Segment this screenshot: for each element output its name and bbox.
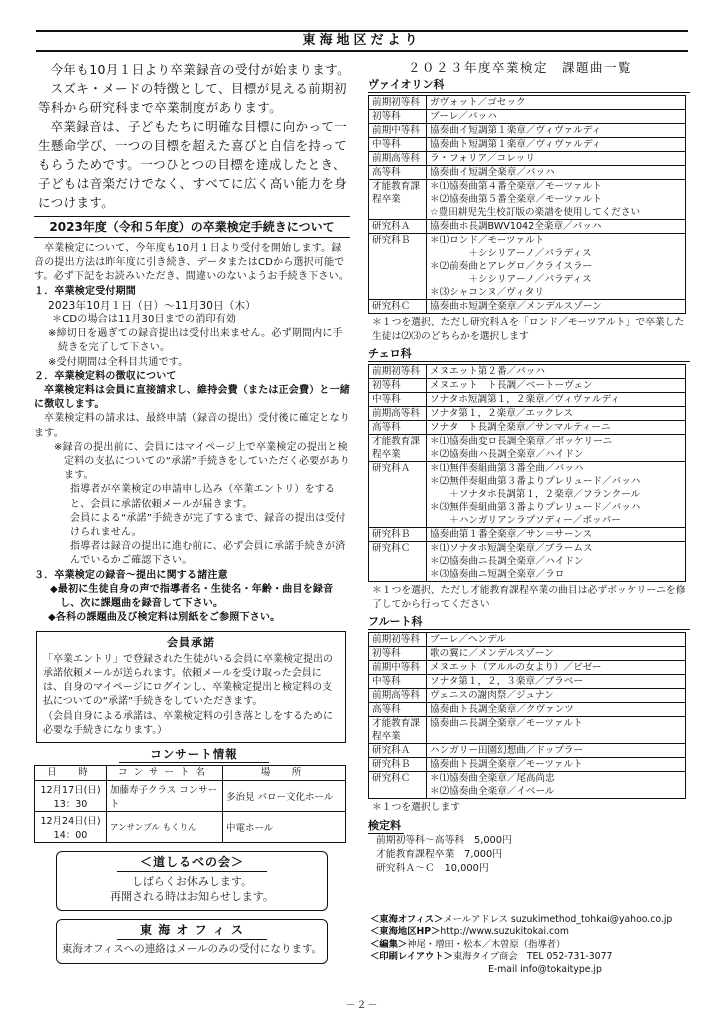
- consent-requirement: ※録音の提出前に、会員にはマイページ上で卒業検定の提出と検定料の支払についての“承諾”手続きをしていただく必要があります。: [54, 441, 350, 482]
- piece-title: 協奏曲ト短調第１楽章／ヴィヴァルディ: [427, 138, 686, 152]
- office-box: [56, 919, 328, 964]
- fee-line: 研究科Ａ～Ｃ 10,000円: [376, 863, 489, 874]
- repertoire-row: [369, 675, 686, 689]
- concert-title: コンサート情報: [119, 747, 269, 763]
- concert-header-place: 場 所: [223, 765, 346, 780]
- course-level: 中等科: [369, 393, 427, 407]
- fee-confirm-text: 卒業検定料の請求は、最終申請（録音の提出）受付後に確定となります。: [34, 413, 350, 439]
- course-level: 前期中等科: [369, 124, 427, 138]
- course-level: 初等科: [369, 110, 427, 124]
- piece-title: 協奏曲ト長調全楽章／クヴァンツ: [427, 703, 686, 717]
- procedure-body: [34, 242, 350, 625]
- repertoire-row: [369, 717, 686, 744]
- piece-title: メヌエット（アルルの女より）／ビゼー: [427, 661, 686, 675]
- office-title: 東 海 オ フ ィ ス: [117, 922, 267, 940]
- repertoire-row: [369, 633, 686, 647]
- concert-place: 中電ホール: [223, 811, 346, 842]
- repertoire-row: [369, 124, 686, 138]
- concert-place: 多治見 バロー文化ホール: [223, 780, 346, 811]
- course-level: 研究科Ｂ: [369, 528, 427, 542]
- course-level: 前期初等科: [369, 365, 427, 379]
- concert-table: [34, 765, 346, 843]
- consent-note: （会員自身による承諾は、卒業検定料の引き落としをするために必要な手続きになります。）: [43, 710, 333, 736]
- piece-title: ブーレ／バッハ: [427, 110, 686, 124]
- piece-title: ソナタ第１，２楽章／エックレス: [427, 407, 686, 421]
- contact-editors: 神尾・増田・松本／木曽原（指導者）: [407, 938, 566, 950]
- procedure-lead: 卒業検定について、今年度も10月１日より受付を開始します。録音の提出方法は昨年度に引き続き、データまたはCDから選択可能です。必ず下記をお読みいただき、間違いのないようお手続き下さい。: [34, 243, 349, 283]
- piece-title: 協奏曲イ短調全楽章／バッハ: [427, 166, 686, 180]
- course-level: 研究科Ａ: [369, 744, 427, 758]
- deadline-note: ※締切日を過ぎての録音提出は受付出来ません。必ず期間内に手続きを完了して下さい。: [48, 328, 343, 354]
- contact-printer: 東海タイプ商会 TEL 052-731-3077: [452, 951, 613, 963]
- fee-collection-text: 卒業検定料は会員に直接請求し、維持会費（または正会費）と一緒に徴収します。: [34, 385, 350, 411]
- repertoire-row: [369, 180, 686, 220]
- repertoire-row: [369, 661, 686, 675]
- cello-note: ＊１つを選択、ただし才能教育課程卒業の曲目は必ずボッケリーニを修了してから行ってください: [372, 585, 686, 610]
- repertoire-row: [369, 647, 686, 661]
- repertoire-title: ２０２３年度卒業検定 課題曲一覧: [408, 60, 633, 75]
- contact-printer-email[interactable]: E-mail info@tokaitype.jp: [488, 963, 602, 975]
- reference-note: ◆各科の課題曲及び検定料は別紙をご参照下さい。: [48, 612, 281, 624]
- course-level: 初等科: [369, 647, 427, 661]
- consent-box: [36, 631, 346, 742]
- page-header: 東海地区だより: [36, 30, 688, 52]
- piece-title: 歌の翼に／メンデルスゾーン: [427, 647, 686, 661]
- consent-body: 「卒業エントリ」で登録された生徒がいる会員に卒業検定提出の承諾依頼メールが送られます。依頼メールを受け取った会員には、自身のマイページにログインし、卒業検定提出と検定料の支払についての“承諾”手続きをしていただきます。: [43, 653, 333, 708]
- repertoire-row: [369, 379, 686, 393]
- piece-title: 協奏曲ニ長調全楽章／モーツァルト: [427, 717, 686, 744]
- course-level: 才能教育課程卒業: [369, 435, 427, 462]
- repertoire-row: [369, 300, 686, 314]
- repertoire-row: [369, 758, 686, 772]
- repertoire-row: [369, 435, 686, 462]
- office-body: 東海オフィスへの連絡はメールのみの受付になります。: [61, 942, 323, 955]
- concert-header-name: コンサート名: [107, 765, 223, 780]
- violin-heading: ヴァイオリン科: [368, 77, 690, 93]
- violin-table: [368, 95, 686, 314]
- consent-complete-note: 会員による“承諾”手続きが完了するまで、録音の提出は受付けられません。: [70, 512, 346, 539]
- piece-title: 協奏曲ホ短調全楽章／メンデルスゾーン: [427, 300, 686, 314]
- repertoire-row: [369, 689, 686, 703]
- course-level: 研究科Ｃ: [369, 772, 427, 799]
- consent-title: 会員承諾: [167, 636, 215, 650]
- flute-note: ＊１つを選択します: [372, 802, 461, 813]
- cello-table: [368, 364, 686, 582]
- repertoire-row: [369, 365, 686, 379]
- course-level: 前期中等科: [369, 661, 427, 675]
- intro-text: [38, 60, 350, 212]
- course-level: 才能教育課程卒業: [369, 180, 427, 220]
- fee-title: 検定料: [368, 817, 404, 834]
- intro-para-1: 今年も10月１日より卒業録音の受付が始まります。: [50, 62, 351, 77]
- procedure-heading: 2023年度（令和５年度）の卒業検定手続きについて: [34, 216, 350, 238]
- piece-title: 協奏曲ホ長調BWV1042全楽章／バッハ: [427, 220, 686, 234]
- piece-title: ラ・フォリア／コレッリ: [427, 152, 686, 166]
- course-level: 中等科: [369, 675, 427, 689]
- piece-title: メヌエット ト長調／ベートーヴェン: [427, 379, 686, 393]
- flute-heading: フルート科: [368, 614, 690, 630]
- intro-para-3: 卒業録音は、子どもたちに明確な目標に向かって一生懸命学び、一つの目標を超えた喜びと自信を持ってもらうためです。一つひとつの目標を達成したとき、子どもは音楽だけでなく、すべてに広く高い能力を身につけます。: [38, 119, 348, 210]
- piece-title: ソナタ第１，２，３楽章／ブラベー: [427, 675, 686, 689]
- repertoire-row: [369, 393, 686, 407]
- course-level: 才能教育課程卒業: [369, 717, 427, 744]
- flute-table: [368, 632, 686, 799]
- repertoire-row: [369, 166, 686, 180]
- repertoire-row: [369, 744, 686, 758]
- concert-header-date: 日 時: [35, 765, 107, 780]
- course-level: 前期初等科: [369, 96, 427, 110]
- fee-line: 才能教育課程卒業 7,000円: [376, 849, 503, 860]
- course-level: 前期高等科: [369, 152, 427, 166]
- course-level: 初等科: [369, 379, 427, 393]
- cello-heading: チェロ科: [368, 346, 690, 362]
- repertoire-row: [369, 703, 686, 717]
- course-level: 研究科Ｂ: [369, 234, 427, 300]
- piece-title: ハンガリー田園幻想曲／ドップラー: [427, 744, 686, 758]
- contact-label: ＜東海オフィス＞: [370, 914, 444, 925]
- contact-label: ＜東海地区HP＞: [370, 926, 441, 938]
- left-column: [34, 60, 350, 964]
- contact-label: ＜印刷レイアウト＞: [370, 951, 453, 963]
- fee-line: 前期初等科～高等科 5,000円: [376, 835, 512, 846]
- piece-title: ソナタホ短調第１，２楽章／ヴィヴァルディ: [427, 393, 686, 407]
- michishirube-box: [56, 851, 328, 911]
- piece-title: 協奏曲ト長調全楽章／モーツァルト: [427, 758, 686, 772]
- piece-title: 協奏曲第１番全楽章／サン＝サーンス: [427, 528, 686, 542]
- michishirube-line-1: しばらくお休みします。: [131, 874, 253, 888]
- piece-title: メヌエット第２番／バッハ: [427, 365, 686, 379]
- concert-time: 14：00: [53, 829, 88, 841]
- recording-instruction: ◆最初に生徒自身の声で指導者名・生徒名・年齢・曲目を録音し、次に課題曲を録音して下さい。: [50, 583, 334, 610]
- repertoire-row: [369, 528, 686, 542]
- course-level: 前期高等科: [369, 689, 427, 703]
- concert-date: 12月17日(日): [40, 784, 101, 796]
- course-level: 研究科Ａ: [369, 462, 427, 528]
- right-column: [368, 60, 690, 876]
- concert-row: [35, 811, 346, 842]
- course-level: 高等科: [369, 166, 427, 180]
- course-level: 研究科Ｃ: [369, 542, 427, 582]
- course-level: 高等科: [369, 421, 427, 435]
- contact-label: ＜編集＞: [370, 938, 408, 950]
- acceptance-period: 2023年10月１日（日）～11月30日（木）: [48, 299, 256, 312]
- section-1-heading: １．卒業検定受付期間: [34, 285, 136, 297]
- concert-name: アンサンブル もくりん: [107, 811, 223, 842]
- repertoire-row: [369, 421, 686, 435]
- piece-title: ＊⑴協奏曲変ロ長調全楽章／ボッケリーニ ＊⑵協奏曲ハ長調全楽章／ハイドン: [427, 435, 686, 462]
- repertoire-row: [369, 220, 686, 234]
- cd-postmark-note: ＊CDの場合は11月30日までの消印有効: [52, 314, 237, 326]
- piece-title: ガヴォット／ゴセック: [427, 96, 686, 110]
- piece-title: 協奏曲イ短調第１楽章／ヴィヴァルディ: [427, 124, 686, 138]
- violin-note: ＊１つを選択、ただし研究科Ａを「ロンド／モーツアルト」で卒業した生徒は⑵⑶のどちらかを選択します: [372, 317, 685, 342]
- intro-para-2: スズキ・メードの特徴として、目標が見える前期初等科から研究科まで卒業制度があります。: [38, 81, 347, 115]
- repertoire-row: [369, 152, 686, 166]
- michishirube-line-2: 再開される時はお知らせします。: [110, 889, 274, 903]
- contact-email[interactable]: メールアドレス suzukimethod_tohkai@yahoo.co.jp: [443, 914, 673, 925]
- course-level: 中等科: [369, 138, 427, 152]
- piece-title: ブーレ／ヘンデル: [427, 633, 686, 647]
- fee-section: [368, 817, 690, 876]
- common-period-note: ※受付期間は全科目共通です。: [48, 356, 189, 368]
- repertoire-row: [369, 462, 686, 528]
- section-2-heading: ２．卒業検定料の徴収について: [34, 370, 177, 382]
- michishirube-title: ＜道しるべの会＞: [117, 854, 267, 872]
- repertoire-row: [369, 542, 686, 582]
- concert-date: 12月24日(日): [40, 815, 101, 827]
- repertoire-row: [369, 138, 686, 152]
- repertoire-row: [369, 110, 686, 124]
- piece-title: ＊⑴協奏曲全楽章／尾高尚忠 ＊⑵協奏曲全楽章／イベール: [427, 772, 686, 799]
- contact-website[interactable]: http://www.suzukitokai.com: [440, 926, 569, 938]
- teacher-check-note: 指導者は録音の提出に進む前に、必ず会員に承諾手続きが済んでいるかご確認下さい。: [70, 541, 346, 567]
- concert-row: [35, 780, 346, 811]
- concert-time: 13：30: [53, 798, 88, 810]
- section-3-heading: ３．卒業検定の録音～提出に関する諸注意: [34, 569, 228, 581]
- contact-info: [370, 914, 690, 976]
- piece-title: ＊⑴協奏曲第４番全楽章／モーツァルト ＊⑵協奏曲第５番全楽章／モーツァルト ☆豊田耕児先生校訂版の楽譜を使用してください: [427, 180, 686, 220]
- concert-name: 加藤寿子クラス コンサート: [107, 780, 223, 811]
- repertoire-row: [369, 96, 686, 110]
- course-level: 前期初等科: [369, 633, 427, 647]
- repertoire-row: [369, 234, 686, 300]
- piece-title: ＊⑴ロンド／モーツァルト ＋シシリアーノ／パラディス ＊⑵前奏曲とアレグロ／クライスラー ＋シシリアーノ／パラディス ＊⑶シャコンヌ／ヴィタリ: [427, 234, 686, 300]
- piece-title: ＊⑴ソナタホ短調全楽章／ブラームス ＊⑵協奏曲ニ長調全楽章／ハイドン ＊⑶協奏曲ニ短調全楽章／ラロ: [427, 542, 686, 582]
- course-level: 研究科Ａ: [369, 220, 427, 234]
- entry-mail-note: 指導者が卒業検定の申請申し込み（卒業エントリ）をすると、会員に承諾依頼メールが届きます。: [70, 484, 336, 510]
- course-level: 前期高等科: [369, 407, 427, 421]
- repertoire-row: [369, 772, 686, 799]
- piece-title: ソナタ ト長調全楽章／サンマルティーニ: [427, 421, 686, 435]
- course-level: 研究科Ｃ: [369, 300, 427, 314]
- course-level: 高等科: [369, 703, 427, 717]
- page-number: －２－: [345, 1000, 379, 1011]
- piece-title: ヴェニスの謝肉祭／ジュナン: [427, 689, 686, 703]
- course-level: 研究科Ｂ: [369, 758, 427, 772]
- piece-title: ＊⑴無伴奏組曲第３番全曲／バッハ ＊⑵無伴奏組曲第３番よりプレリュード／バッハ ＋ソナタホ長調第１，２楽章／フランクール ＊⑶無伴奏組曲第３番よりプレリュード／バッハ ＋ハンガリアンラプソディー／ポッパー: [427, 462, 686, 528]
- repertoire-row: [369, 407, 686, 421]
